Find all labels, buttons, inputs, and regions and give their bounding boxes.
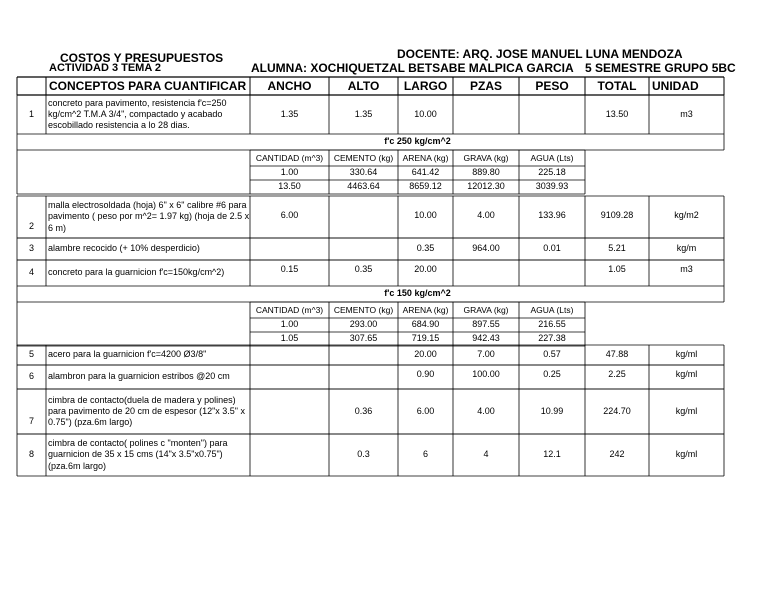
item-ancho — [250, 365, 329, 389]
item-unidad: kg/ml — [675, 449, 698, 460]
item-unidad: kg/m2 — [674, 210, 699, 220]
item-peso — [519, 95, 585, 134]
item-peso: 133.96 — [538, 210, 566, 220]
item-number: 7 — [28, 415, 34, 426]
mix-header: ARENA (kg) — [402, 304, 449, 315]
item-number: 6 — [28, 371, 34, 382]
column-header: ALTO — [347, 78, 380, 93]
mix-cell: 225.18 — [538, 167, 566, 178]
item-largo: 20.00 — [414, 349, 437, 359]
item-alto: 0.36 — [354, 405, 373, 416]
column-header: PZAS — [469, 78, 502, 93]
teacher-name: DOCENTE: ARQ. JOSE MANUEL LUNA MENDOZA — [397, 47, 683, 61]
mix-header: ARENA (kg) — [402, 152, 449, 163]
item-largo: 10.00 — [414, 108, 437, 119]
mix-cell: 3039.93 — [535, 181, 569, 192]
item-concept: cimbra de contacto( polines c "monten") para guarnicion de 35 x 15 cms (14"x 3.5"x0.75")(pza.6m largo) — [48, 438, 228, 471]
item-alto: 0.35 — [354, 264, 373, 274]
column-header: PESO — [535, 78, 569, 93]
item-peso: 0.57 — [543, 349, 561, 359]
item-unidad: m3 — [680, 108, 693, 119]
mix-cell: 330.64 — [349, 167, 378, 178]
item-number: 2 — [28, 220, 34, 231]
item-unidad: kg/ml — [675, 405, 698, 416]
mix-header: AGUA (Lts) — [530, 152, 574, 163]
item-pzas: 4.00 — [477, 405, 495, 416]
item-alto — [329, 345, 398, 365]
item-pzas: 7.00 — [477, 349, 495, 359]
semester-group: 5 SEMESTRE GRUPO 5BC — [585, 61, 736, 75]
item-ancho — [250, 389, 329, 434]
mix-cell: 1.00 — [280, 319, 299, 330]
mix-header: CEMENTO (kg) — [333, 304, 394, 315]
item-largo: 6.00 — [416, 405, 435, 416]
item-concept: concreto para pavimento, resistencia f'c=250 kg/cm^2 T.M.A 3/4", compactado y acabado escobillado resistencia a lo 28 dias. — [48, 97, 227, 131]
item-peso: 0.01 — [543, 243, 561, 254]
item-unidad: kg/m — [676, 243, 697, 254]
column-header: LARGO — [403, 78, 448, 93]
item-largo: 0.90 — [416, 369, 435, 379]
mix-cell: 889.80 — [472, 167, 500, 178]
item-peso: 10.99 — [540, 405, 564, 416]
item-pzas — [453, 95, 519, 134]
mix-cell: 216.55 — [538, 319, 566, 330]
item-peso — [519, 260, 585, 286]
item-pzas — [453, 260, 519, 286]
item-number: 4 — [28, 267, 34, 278]
item-total: 224.70 — [603, 405, 631, 416]
mix-header: AGUA (Lts) — [530, 304, 574, 315]
item-alto: 0.3 — [357, 449, 370, 460]
item-largo: 6 — [422, 449, 428, 460]
activity-title: ACTIVIDAD 3 TEMA 2 — [49, 62, 162, 74]
mix-cell: 897.55 — [472, 319, 500, 330]
mix-header: GRAVA (kg) — [463, 304, 509, 315]
item-concept: acero para la guarnicion f'c=4200 Ø3/8" — [48, 349, 207, 360]
item-ancho — [250, 434, 329, 476]
mix-header: CANTIDAD (m^3) — [255, 304, 324, 315]
item-largo: 0.35 — [416, 243, 435, 254]
mix-cell: 641.42 — [411, 167, 440, 178]
mix-cell: 227.38 — [538, 333, 566, 344]
item-number: 5 — [28, 349, 34, 360]
item-total: 2.25 — [608, 369, 626, 379]
mix-cell: 307.65 — [349, 333, 378, 344]
column-header: TOTAL — [597, 78, 637, 93]
item-total: 5.21 — [608, 243, 626, 254]
mix-cell: 8659.12 — [409, 181, 442, 192]
mix-cell: 684.90 — [411, 319, 440, 330]
mix-cell: 942.43 — [472, 333, 500, 344]
mix-header: GRAVA (kg) — [463, 152, 509, 163]
item-peso: 0.25 — [543, 369, 561, 379]
item-pzas: 4.00 — [477, 210, 495, 220]
item-concept: cimbra de contacto(duela de madera y polines) para pavimento de 20 cm de espesor (12"x 3.5" x 0.75") (pza.6m largo) — [48, 394, 245, 428]
item-largo: 20.00 — [414, 264, 437, 274]
mix-cell: 12012.30 — [467, 181, 505, 192]
mix-header: CEMENTO (kg) — [333, 152, 394, 163]
item-total: 1.05 — [608, 264, 626, 274]
mix-cell: 1.05 — [280, 333, 299, 344]
item-concept: concreto para la guarnicion f'c=150kg/cm^2) — [48, 267, 225, 278]
student-name: ALUMNA: XOCHIQUETZAL BETSABE MALPICA GARCIA — [251, 61, 574, 75]
mix-cell: 1.00 — [280, 167, 299, 178]
item-concept: alambre recocido (+ 10% desperdicio) — [48, 243, 200, 254]
mix-title: f'c 150 kg/cm^2 — [384, 288, 451, 299]
mix-header: CANTIDAD (m^3) — [255, 152, 324, 163]
item-number: 1 — [28, 108, 34, 119]
item-pzas: 964.00 — [472, 243, 500, 254]
item-alto — [329, 238, 398, 260]
mix-cell: 13.50 — [278, 181, 301, 192]
item-unidad: kg/ml — [675, 349, 698, 359]
item-unidad: kg/ml — [675, 369, 698, 379]
item-concept: malla electrosoldada (hoja) 6" x 6" calibre #6 para pavimento ( peso por m^2= 1.97 kg) (hoja de 2.5 x 6 m) — [48, 200, 250, 233]
item-total: 9109.28 — [600, 210, 634, 220]
item-pzas: 4 — [483, 449, 489, 460]
item-total: 13.50 — [605, 108, 629, 119]
mix-title: f'c 250 kg/cm^2 — [384, 136, 451, 147]
item-total: 242 — [609, 449, 625, 460]
item-peso: 12.1 — [543, 449, 561, 460]
item-number: 8 — [28, 449, 34, 460]
item-alto: 1.35 — [354, 108, 373, 119]
item-number: 3 — [28, 243, 34, 254]
item-pzas: 100.00 — [472, 369, 500, 379]
column-header: UNIDAD — [652, 78, 699, 93]
item-total: 47.88 — [605, 349, 629, 359]
item-ancho: 0.15 — [280, 264, 299, 274]
mix-cell: 293.00 — [349, 319, 378, 330]
item-unidad: m3 — [680, 264, 693, 274]
item-ancho: 1.35 — [280, 108, 299, 119]
item-ancho — [250, 238, 329, 260]
mix-cell: 4463.64 — [347, 181, 380, 192]
column-header: CONCEPTOS PARA CUANTIFICAR — [49, 78, 247, 93]
column-header: ANCHO — [267, 78, 312, 93]
item-largo: 10.00 — [414, 210, 437, 220]
item-alto — [329, 196, 398, 238]
item-ancho — [250, 345, 329, 365]
mix-cell: 719.15 — [411, 333, 440, 344]
item-concept: alambron para la guarnicion estribos @20 cm — [48, 371, 230, 382]
item-alto — [329, 365, 398, 389]
item-ancho: 6.00 — [280, 210, 299, 220]
course-title: COSTOS Y PRESUPUESTOS — [60, 51, 224, 65]
